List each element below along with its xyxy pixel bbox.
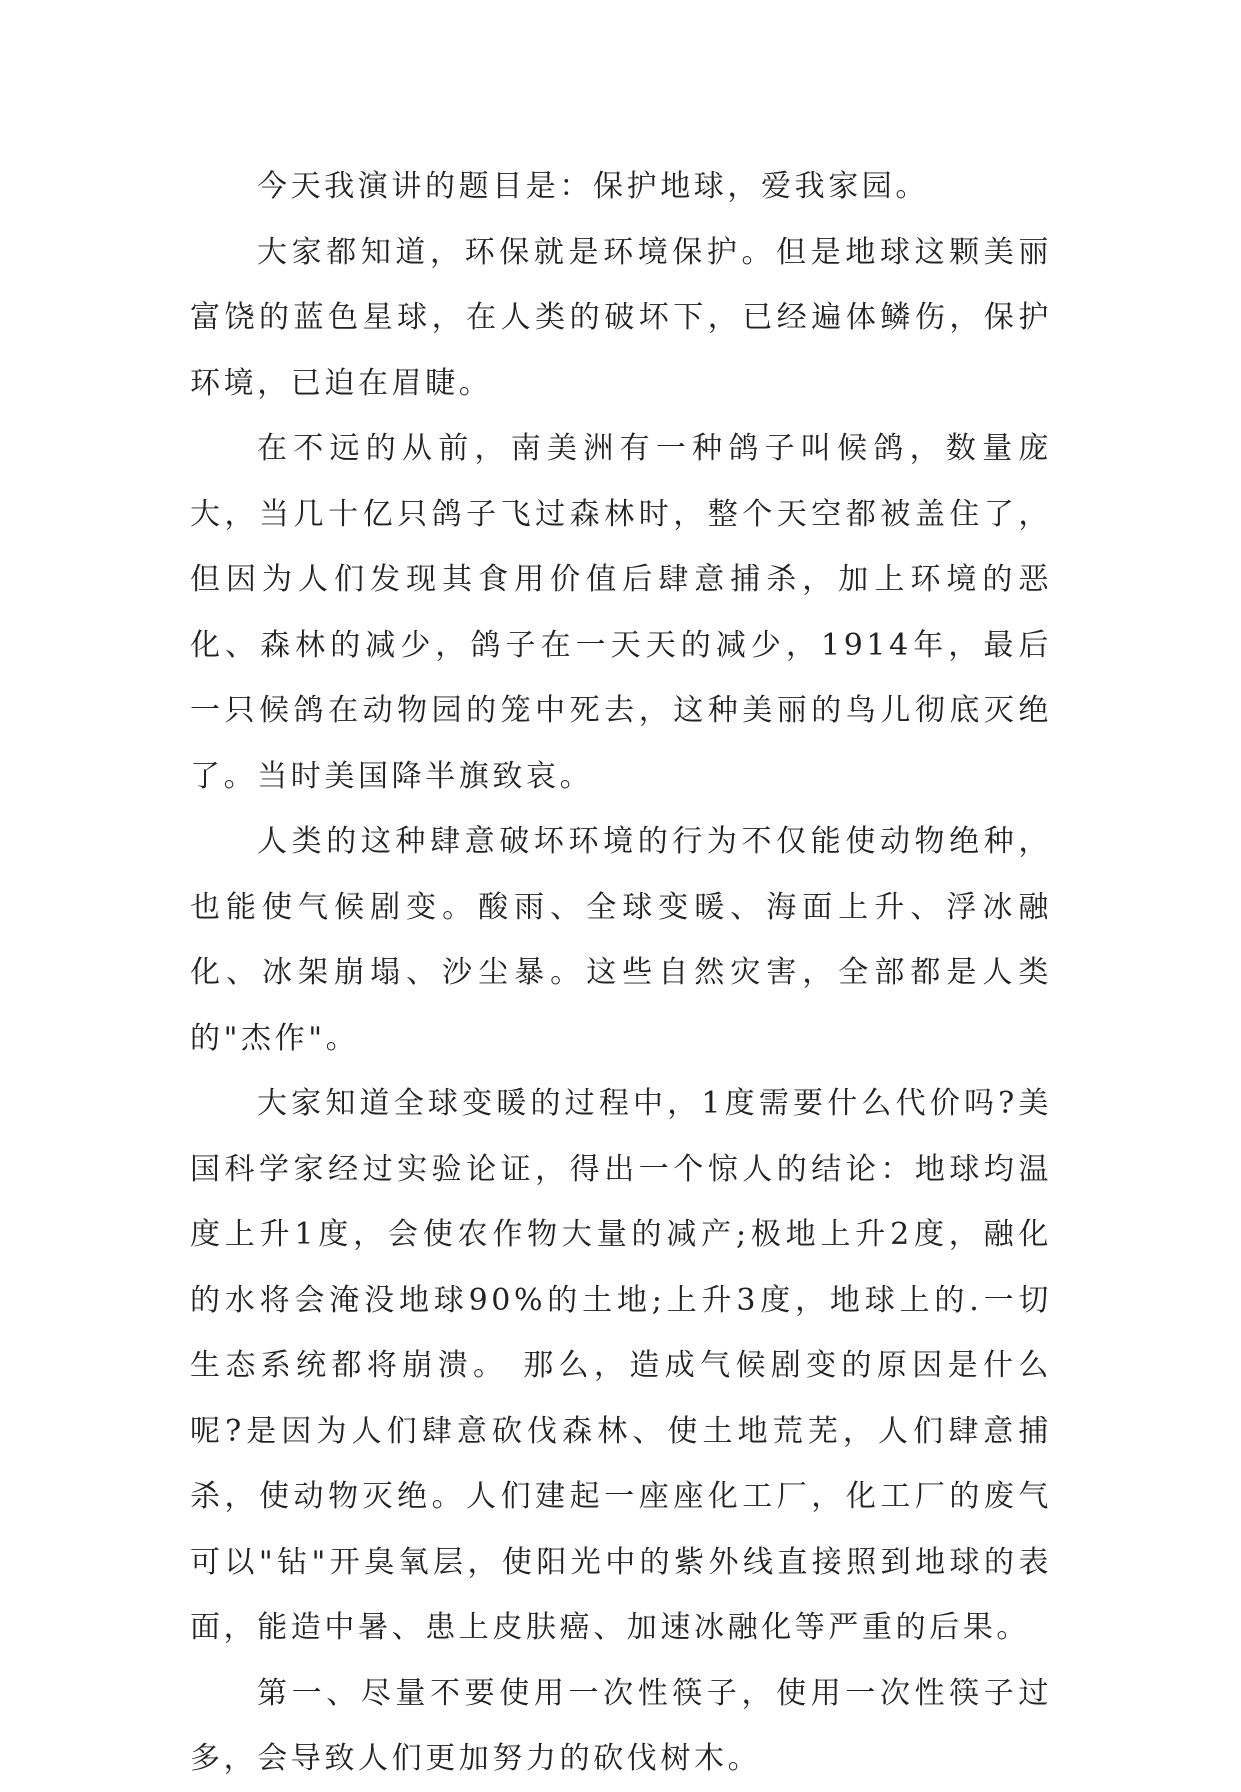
paragraph-5: 大家知道全球变暖的过程中，1度需要什么代价吗?美国科学家经过实验论证，得出一个惊人的结论：地球均温度上升1度，会使农作物大量的减产;极地上升2度，融化的水将会淹没地球90%的土地;上升3度，地球上的.一切生态系统都将崩溃。 那么，造成气候剧变的原因是什么呢?是因为人们肆意砍伐森林、使土地荒芜，人们肆意捕杀，使动物灭绝。人们建起一座座化工厂，化工厂的废气可以"钻"开臭氧层，使阳光中的紫外线直接照到地球的表面，能造中暑、患上皮肤癌、加速冰融化等严重的后果。 [190,1086,1052,1645]
paragraph-3: 在不远的从前，南美洲有一种鸽子叫候鸽，数量庞大，当几十亿只鸽子飞过森林时，整个天空都被盖住了，但因为人们发现其食用价值后肆意捕杀，加上环境的恶化、森林的减少，鸽子在一天天的减少，1914年，最后一只候鸽在动物园的笼中死去，这种美丽的鸟儿彻底灭绝了。当时美国降半旗致哀。 [190,431,1052,794]
paragraph-6: 第一、尽量不要使用一次性筷子，使用一次性筷子过多，会导致人们更加努力的砍伐树木。 [190,1675,1052,1776]
paragraph-4: 人类的这种肆意破坏环境的行为不仅能使动物绝种，也能使气候剧变。酸雨、全球变暖、海面上升、浮冰融化、冰架崩塌、沙尘暴。这些自然灾害，全部都是人类的"杰作"。 [190,824,1052,1056]
paragraph-1: 今天我演讲的题目是：保护地球，爱我家园。 [257,169,929,204]
document-body [190,154,1052,1792]
paragraph-2: 大家都知道，环保就是环境保护。但是地球这颗美丽富饶的蓝色星球，在人类的破坏下，已经遍体鳞伤，保护环境，已迫在眉睫。 [190,234,1052,401]
